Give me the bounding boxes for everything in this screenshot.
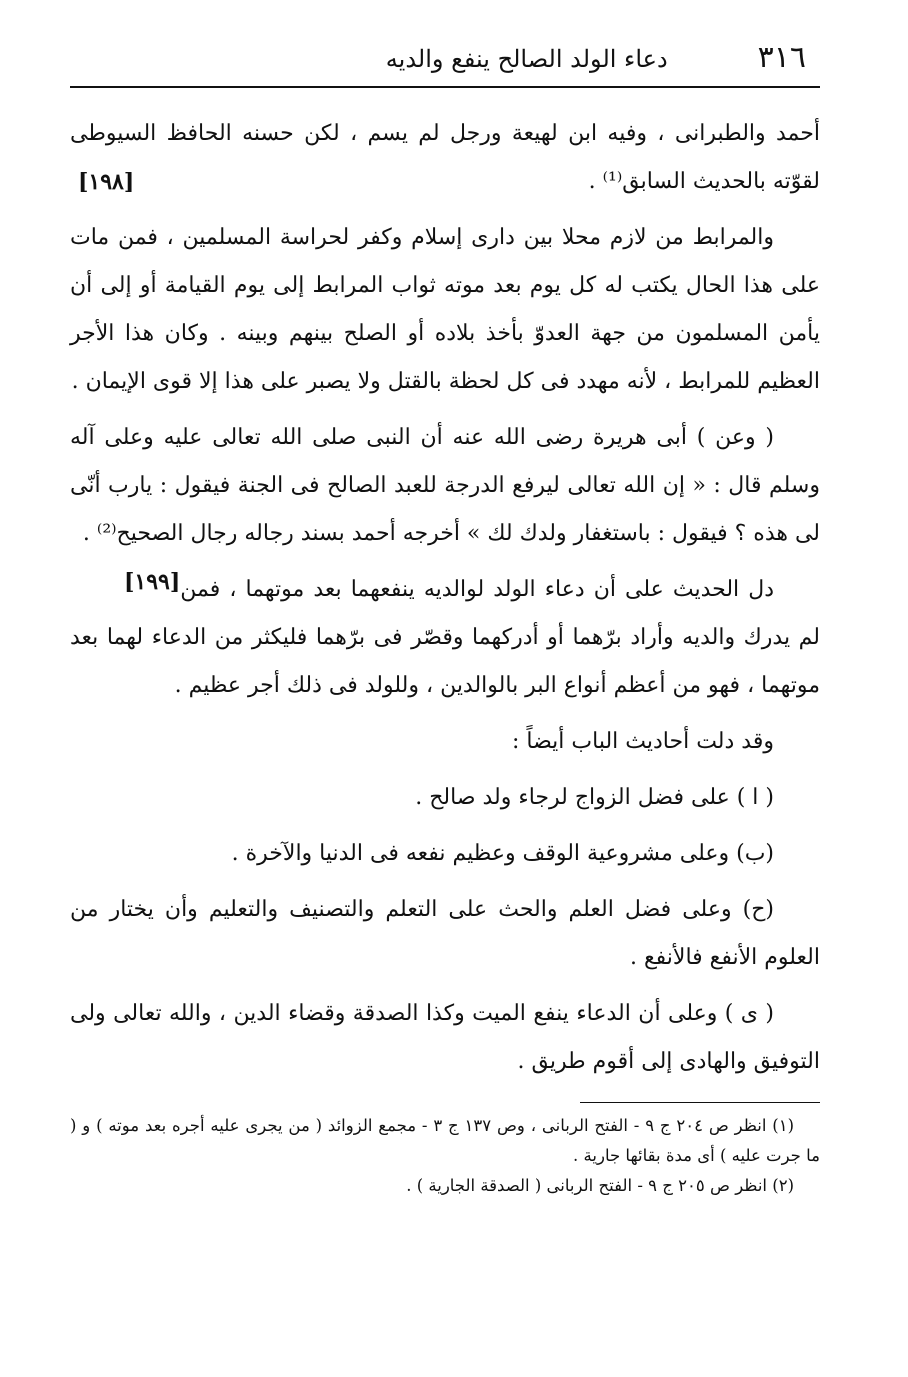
- footnote-2: (٢) انظر ص ٢٠٥ ج ٩ - الفتح الربانى ( الصدقة الجارية ) .: [406, 1176, 794, 1195]
- footnotes: [70, 1111, 820, 1201]
- list-item: ( ى ) وعلى أن الدعاء ينفع الميت وكذا الصدقة وقضاء الدين ، والله تعالى ولى التوفيق والهادى إلى أقوم طريق .: [70, 1001, 820, 1074]
- list-item: ( ا ) على فضل الزواج لرجاء ولد صالح .: [415, 785, 774, 810]
- paragraph-3: [70, 414, 820, 595]
- paragraph-text: أحمد والطبرانى ، وفيه ابن لهيعة ورجل لم يسم ، لكن حسنه الحافظ السيوطى لقوّته بالحديث السابق⁽¹⁾ .: [70, 121, 820, 194]
- page-number: ٣١٦: [757, 40, 806, 75]
- page-header: [70, 28, 820, 88]
- hadith-reference-number: [١٩٨]: [78, 169, 135, 195]
- book-page: [70, 28, 820, 1201]
- paragraph-text: والمرابط من لازم محلا بين دارى إسلام وكفر لحراسة المسلمين ، فمن مات على هذا الحال يكتب له كل يوم بعد موته ثواب المرابط إلى يوم القيامة أو إلى أن يأمن المسلمون من جهة العدوّ بأخذ بلاده أو الصلح بينهم وبينه . وكان هذا الأجر العظيم للمرابط ، لأنه مهدد فى كل لحظة بالقتل ولا يصبر على هذا إلا قوى الإيمان .: [70, 225, 820, 394]
- footnote-divider: [580, 1102, 820, 1103]
- running-title: دعاء الولد الصالح ينفع والديه: [385, 45, 668, 73]
- paragraph-text: ( وعن ) أبى هريرة رضى الله عنه أن النبى صلى الله تعالى عليه وعلى آله وسلم قال : « إن الله تعالى ليرفع الدرجة للعبد الصالح فى الجنة فيقول : يارب أنّى لى هذه ؟ فيقول : باستغفار ولدك لك » أخرجه أحمد بسند رجاله رجال الصحيح⁽²⁾ .: [70, 425, 820, 546]
- list-item: (ب) وعلى مشروعية الوقف وعظيم نفعه فى الدنيا والآخرة .: [231, 841, 774, 866]
- paragraph-4: [70, 566, 820, 710]
- paragraph-1: [70, 110, 820, 206]
- paragraph-text: دل الحديث على أن دعاء الولد لوالديه ينفعهما بعد موتهما ، فمن لم يدرك والديه وأراد برّهما أو أدركهما وقصّر فى برّهما فليكثر من الدعاء لهما بعد موتهما ، فهو من أعظم أنواع البر بالوالدين ، وللولد فى ذلك أجر عظيم .: [70, 577, 820, 698]
- hadith-reference-number: [١٩٩]: [124, 569, 181, 595]
- paragraph-2: [70, 214, 820, 406]
- body-text: [70, 110, 820, 1086]
- paragraph-5: [70, 718, 820, 766]
- list-item: (ح) وعلى فضل العلم والحث على التعلم والتصنيف والتعليم وأن يختار من العلوم الأنفع فالأنفع .: [70, 897, 820, 970]
- footnote-1: (١) انظر ص ٢٠٤ ج ٩ - الفتح الربانى ، وص ١٣٧ ج ٣ - مجمع الزوائد ( من يجرى عليه أجره بعد موته ) و ( ما جرت عليه ) أى مدة بقائها جارية .: [70, 1116, 820, 1165]
- paragraph-text: وقد دلت أحاديث الباب أيضاً :: [512, 729, 774, 754]
